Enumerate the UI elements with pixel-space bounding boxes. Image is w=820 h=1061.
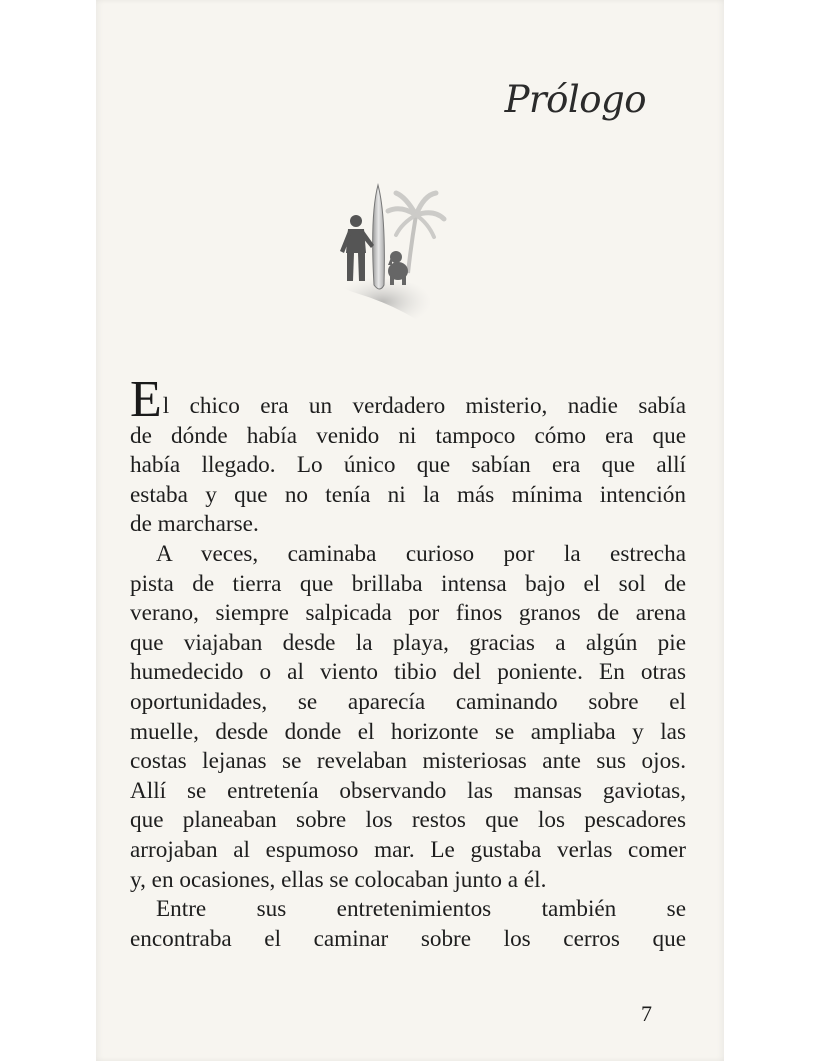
paragraph-1-line-4: estaba y que no tenía ni la más mínima intención	[130, 481, 686, 508]
paragraph-2-line-6: oportunidades, se aparecía caminando sobre el	[130, 688, 686, 715]
paragraph-2-line-5: humedecido o al viento tibio del poniente. En otras	[130, 659, 686, 686]
book-page	[96, 0, 724, 1061]
paragraph-2-line-8: costas lejanas se revelaban misteriosas ante sus ojos.	[130, 748, 686, 775]
paragraph-2-line-3: verano, siempre salpicada por finos granos de arena	[130, 600, 686, 627]
boy-surfboard-dog-palm-icon	[316, 175, 456, 335]
paragraph-2-line-4: que viajaban desde la playa, gracias a algún pie	[130, 629, 686, 656]
paragraph-2-line-12: y, en ocasiones, ellas se colocaban junto a él.	[130, 866, 547, 893]
paragraph-1-line-5: de marcharse.	[130, 511, 259, 538]
prologue-body	[130, 371, 686, 954]
page-number: 7	[641, 1001, 652, 1026]
paragraph-1-line-3: había llegado. Lo único que sabían era que allí	[130, 452, 686, 479]
paragraph-2-line-9: Allí se entretenía observando las mansas gaviotas,	[130, 777, 686, 804]
paragraph-1-line-1: El chico era un verdadero misterio, nadie sabía	[130, 371, 686, 428]
chapter-title: Prólogo	[504, 78, 646, 121]
paragraph-2-line-10: que planeaban sobre los restos que los pescadores	[130, 807, 686, 834]
paragraph-2-line-11: arrojaban al espumoso mar. Le gustaba verlas comer	[130, 836, 686, 863]
drop-cap: E	[130, 371, 162, 428]
paragraph-2-line-2: pista de tierra que brillaba intensa bajo el sol de	[130, 570, 686, 597]
paragraph-2-line-1: A veces, caminaba curioso por la estrecha	[156, 540, 686, 567]
paragraph-2-line-7: muelle, desde donde el horizonte se ampliaba y las	[130, 718, 686, 745]
paragraph-3-line-2: encontraba el caminar sobre los cerros que	[130, 925, 686, 952]
paragraph-3-line-1: Entre sus entretenimientos también se	[156, 896, 686, 923]
paragraph-1-line-2: de dónde había venido ni tampoco cómo era que	[130, 422, 686, 449]
